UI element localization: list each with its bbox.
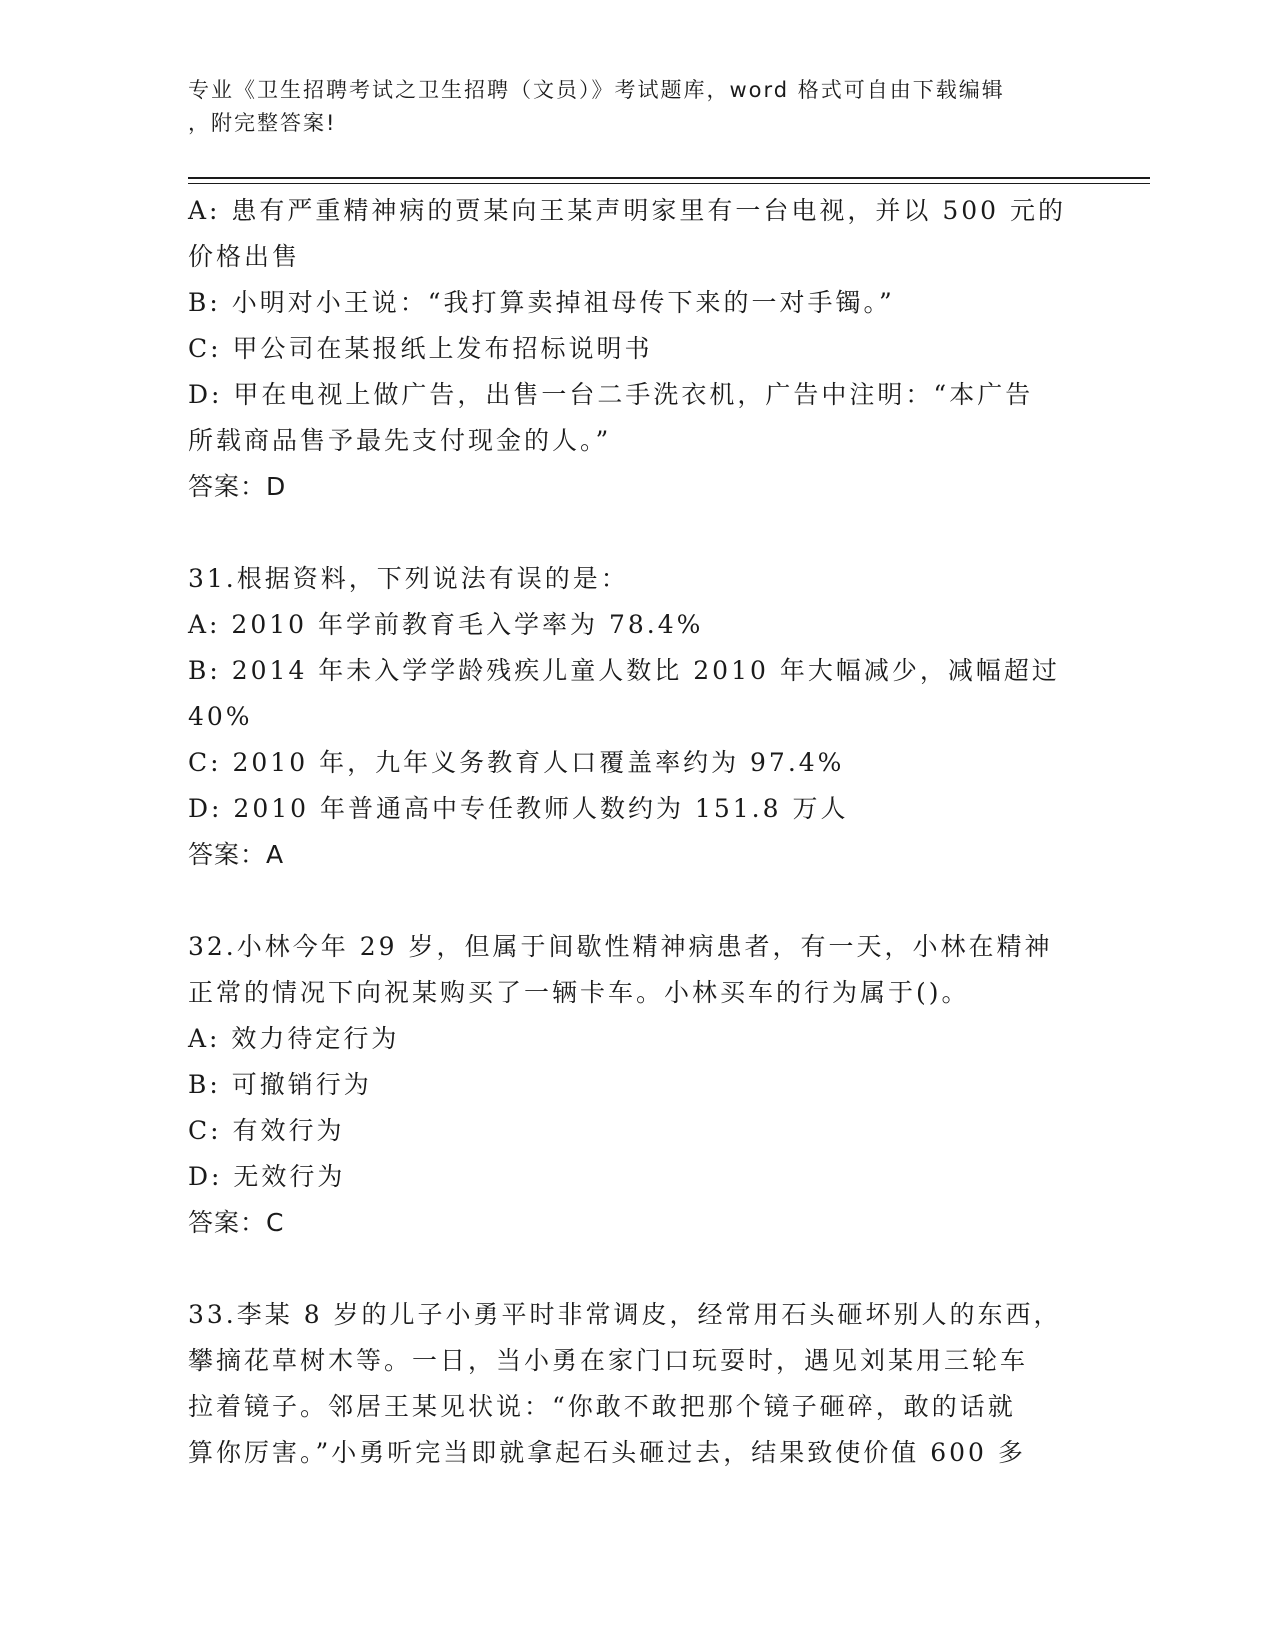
header-divider-thin	[188, 183, 1150, 184]
option-a-line-1: A: 患有严重精神病的贾某向王某声明家里有一台电视，并以 500 元的	[188, 196, 1067, 225]
option-a: A: 效力待定行为	[188, 1024, 400, 1053]
question-stem-line-2: 正常的情况下向祝某购买了一辆卡车。小林买车的行为属于()。	[188, 978, 970, 1007]
question-stem-line-2: 攀摘花草树木等。一日，当小勇在家门口玩耍时，遇见刘某用三轮车	[188, 1346, 1029, 1375]
option-b: B: 小明对小王说：“我打算卖掉祖母传下来的一对手镯。”	[188, 288, 895, 317]
answer: 答案：C	[188, 1208, 285, 1237]
question-stem: 31.根据资料，下列说法有误的是：	[188, 564, 629, 593]
question-stem-line-1: 32.小林今年 29 岁，但属于间歇性精神病患者，有一天，小林在精神	[188, 932, 1053, 961]
option-c: C: 甲公司在某报纸上发布招标说明书	[188, 334, 653, 363]
question-list	[188, 188, 1088, 1476]
header-divider-thick	[188, 177, 1150, 179]
document-header	[188, 74, 1068, 140]
option-d: D: 2010 年普通高中专任教师人数约为 151.8 万人	[188, 794, 849, 823]
header-line-1: 专业《卫生招聘考试之卫生招聘（文员）》考试题库，word 格式可自由下载编辑	[188, 78, 1005, 102]
option-b-line-1: B: 2014 年未入学学龄残疾儿童人数比 2010 年大幅减少，减幅超过	[188, 656, 1060, 685]
option-b-line-2: 40%	[188, 702, 253, 731]
option-d-line-2: 所载商品售予最先支付现金的人。”	[188, 426, 612, 455]
option-d-line-1: D: 甲在电视上做广告，出售一台二手洗衣机，广告中注明：“本广告	[188, 380, 1034, 409]
question-stem-line-1: 33.李某 8 岁的儿子小勇平时非常调皮，经常用石头砸坏别人的东西，	[188, 1300, 1062, 1329]
option-a-line-2: 价格出售	[188, 242, 301, 271]
question-32	[188, 924, 1088, 1246]
question-30	[188, 188, 1088, 510]
spacer	[188, 1246, 1088, 1292]
question-33	[188, 1292, 1088, 1476]
option-b: B: 可撤销行为	[188, 1070, 372, 1099]
question-stem-line-3: 拉着镜子。邻居王某见状说：“你敢不敢把那个镜子砸碎，敢的话就	[188, 1392, 1016, 1421]
answer: 答案：D	[188, 472, 287, 501]
spacer	[188, 878, 1088, 924]
question-31	[188, 556, 1088, 878]
spacer	[188, 510, 1088, 556]
option-d: D: 无效行为	[188, 1162, 346, 1191]
option-c: C: 有效行为	[188, 1116, 345, 1145]
option-c: C: 2010 年，九年义务教育人口覆盖率约为 97.4%	[188, 748, 845, 777]
option-a: A: 2010 年学前教育毛入学率为 78.4%	[188, 610, 704, 639]
answer: 答案：A	[188, 840, 285, 869]
question-stem-line-4: 算你厉害。”小勇听完当即就拿起石头砸过去，结果致使价值 600 多	[188, 1438, 1026, 1467]
header-line-2: ，附完整答案!	[188, 111, 337, 135]
